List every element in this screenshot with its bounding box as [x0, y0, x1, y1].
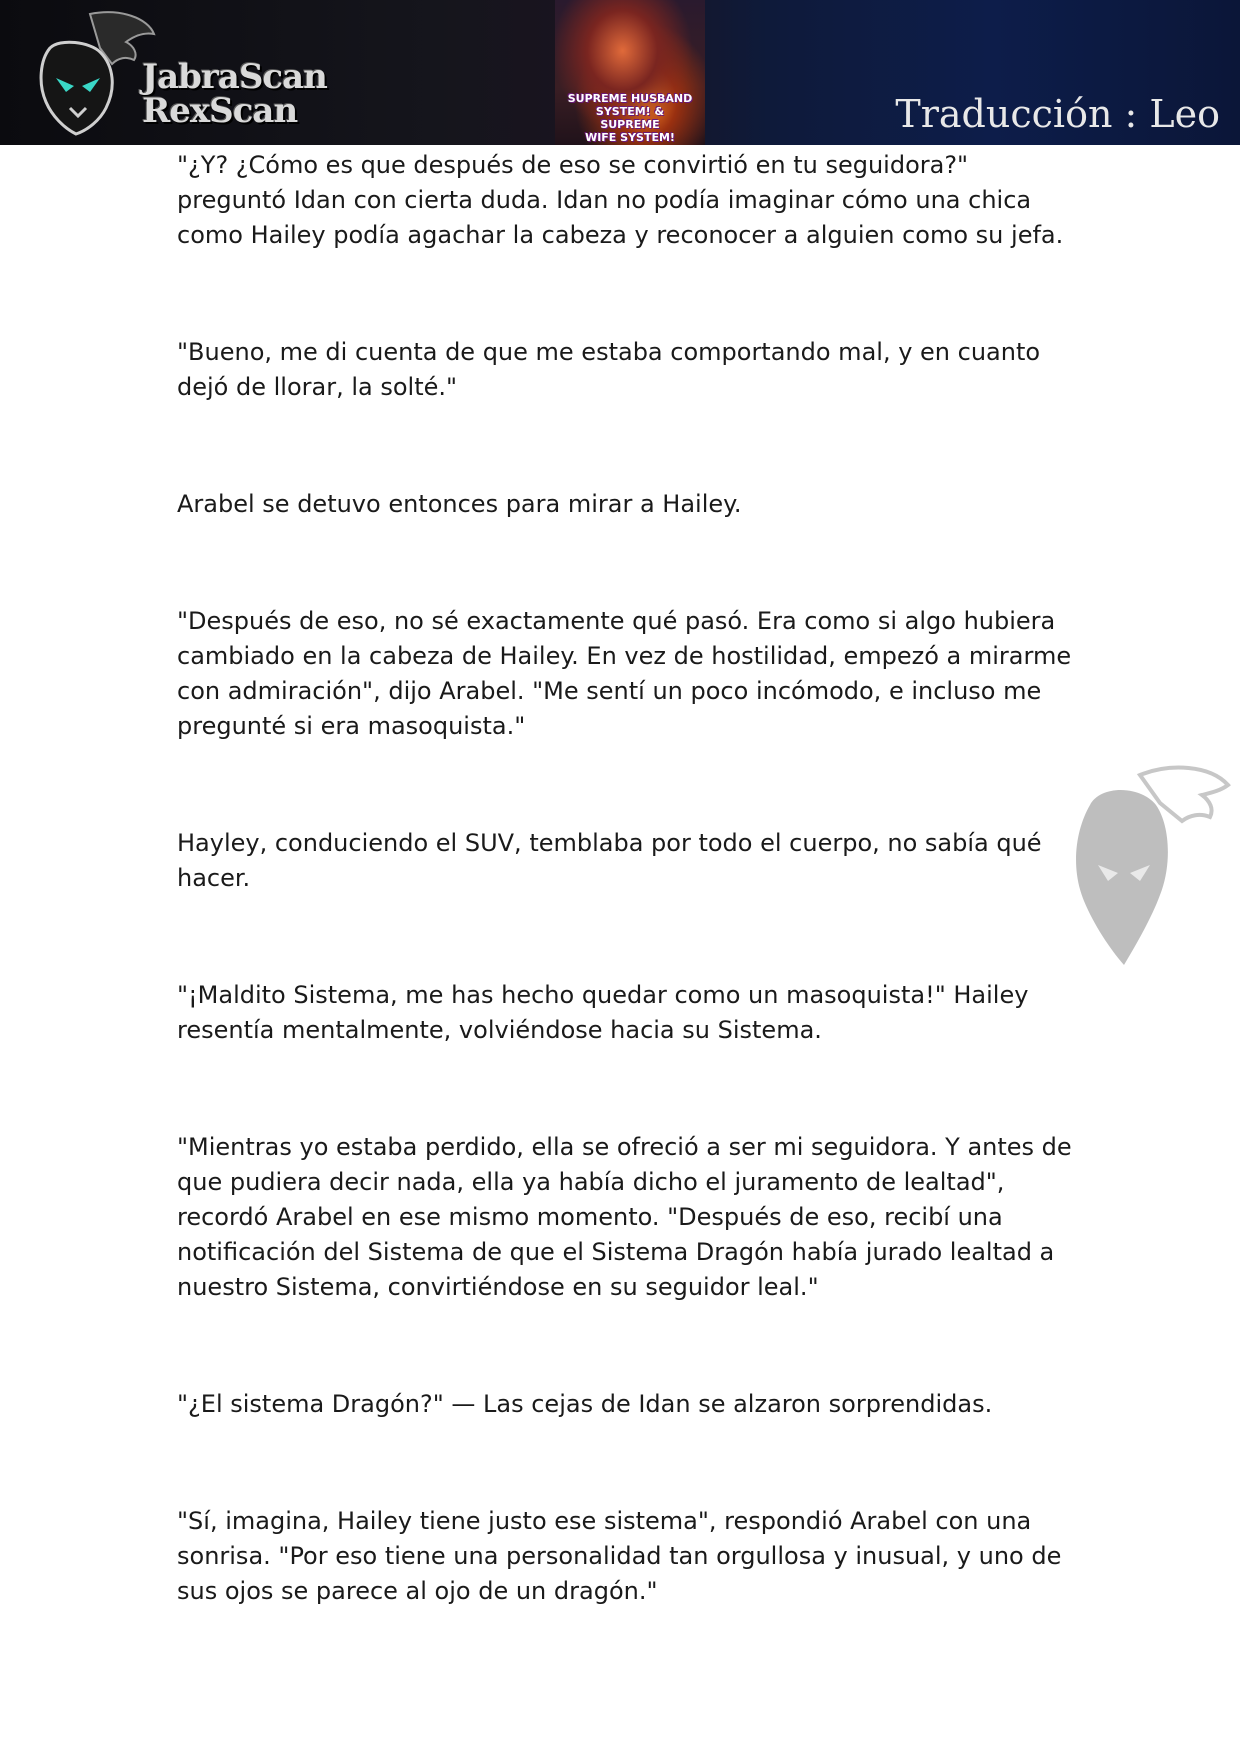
paragraph: "¿Y? ¿Cómo es que después de eso se convirtió en tu seguidora?" preguntó Idan con cierta duda. Idan no podía imaginar cómo una chica como Hailey podía agachar la cabeza y reconocer a alguien como su jefa.: [177, 151, 1064, 249]
novel-cover-image: [555, 0, 705, 145]
paragraph: "Después de eso, no sé exactamente qué pasó. Era como si algo hubiera cambiado en la cabeza de Hailey. En vez de hostilidad, empezó a mirarme con admiración", dijo Arabel. "Me sentí un poco incómodo, e incluso me pregunté si era masoquista.": [177, 607, 1072, 740]
cover-title-line: SUPREME HUSBAND: [567, 92, 693, 105]
logo-line-2: RexScan: [142, 91, 298, 131]
chapter-text: [177, 148, 1077, 1609]
logo-line-1: JabraScan: [142, 57, 327, 97]
site-logo-text: [142, 57, 342, 131]
cover-title-line: WIFE SYSTEM!: [585, 131, 675, 144]
translation-credit: Traducción : Leo: [895, 92, 1220, 136]
cover-title: [567, 92, 693, 144]
paragraph: "Mientras yo estaba perdido, ella se ofreció a ser mi seguidora. Y antes de que pudiera decir nada, ella ya había dicho el juramento de lealtad", recordó Arabel en ese mismo momento. "Después de eso, recibí una notificación del Sistema de que el Sistema Dragón había jurado lealtad a nuestro Sistema, convirtiéndose en su seguidor leal.": [177, 1133, 1072, 1301]
cover-title-line: SYSTEM! & SUPREME: [595, 105, 665, 131]
paragraph: "¿El sistema Dragón?" — Las cejas de Idan se alzaron sorprendidas.: [177, 1390, 993, 1418]
paragraph: "Sí, imagina, Hailey tiene justo ese sistema", respondió Arabel con una sonrisa. "Por eso tiene una personalidad tan orgullosa y inusual, y uno de sus ojos se parece al ojo de un dragón.": [177, 1507, 1062, 1605]
paragraph: "Bueno, me di cuenta de que me estaba comportando mal, y en cuanto dejó de llorar, la solté.": [177, 338, 1041, 401]
dinosaur-skull-logo-icon: [30, 8, 160, 140]
paragraph: Hayley, conduciendo el SUV, temblaba por todo el cuerpo, no sabía qué hacer.: [177, 829, 1042, 892]
dinosaur-watermark-icon: [1060, 755, 1240, 985]
paragraph: "¡Maldito Sistema, me has hecho quedar como un masoquista!" Hailey resentía mentalmente, volviéndose hacia su Sistema.: [177, 981, 1029, 1044]
header-banner: [0, 0, 1240, 145]
paragraph: Arabel se detuvo entonces para mirar a Hailey.: [177, 490, 742, 518]
